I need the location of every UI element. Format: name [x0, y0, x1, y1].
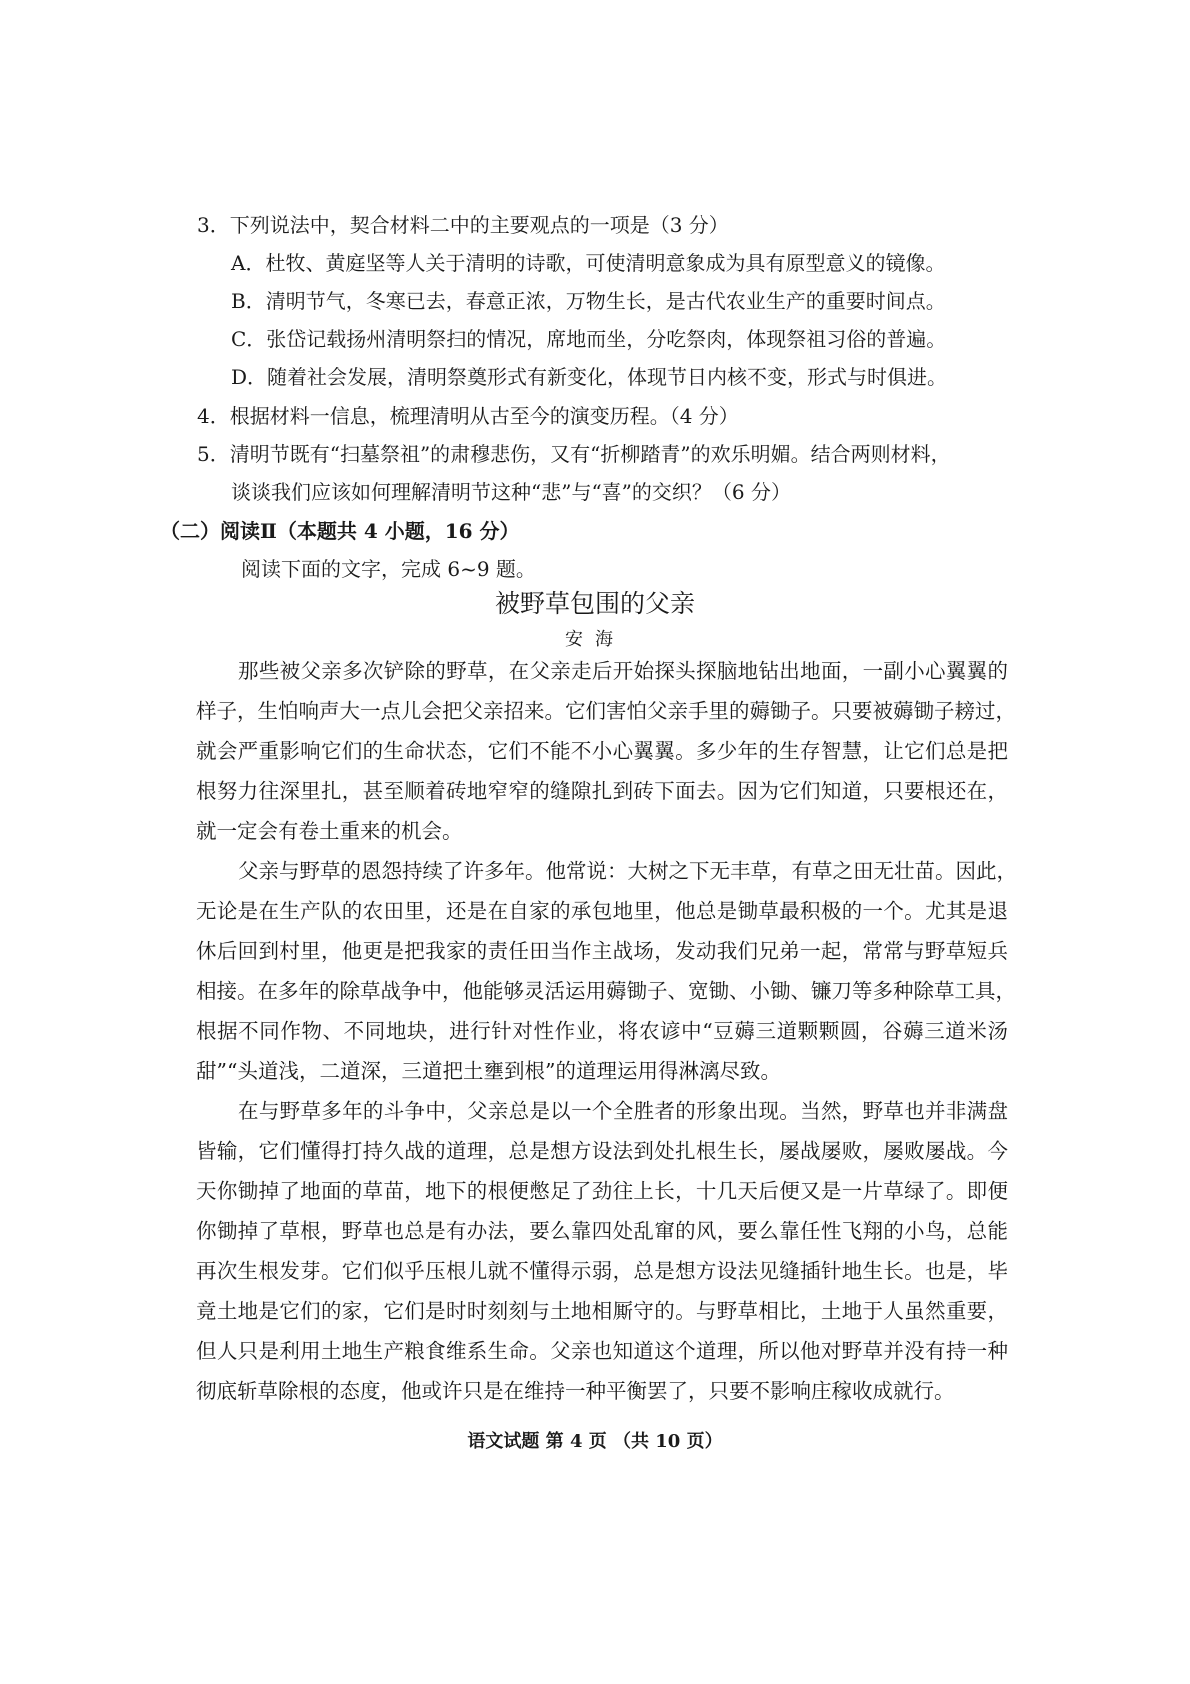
- paragraph-3-line-5: 再次生根发芽。它们似乎压根儿就不懂得示弱，总是想方设法见缝插针地生长。也是，毕: [196, 1259, 1008, 1283]
- paragraph-3-line-2: 皆输，它们懂得打持久战的道理，总是想方设法到处扎根生长，屡战屡败，屡败屡战。今: [196, 1139, 1008, 1163]
- paragraph-1-line-5: 就一定会有卷土重来的机会。: [196, 819, 463, 843]
- question-5-stem: 5．清明节既有“扫墓祭祖”的肃穆悲伤，又有“折柳踏青”的欢乐明媚。结合两则材料，: [197, 442, 951, 466]
- article-author: 安海: [565, 629, 625, 650]
- paragraph-2-line-2: 无论是在生产队的农田里，还是在自家的承包地里，他总是锄草最积极的一个。尤其是退: [196, 899, 1008, 923]
- section-heading: （二）阅读Ⅱ（本题共 4 小题，16 分）: [160, 519, 520, 543]
- question-3-option-c: C．张岱记载扬州清明祭扫的情况，席地而坐，分吃祭肉，体现祭祖习俗的普遍。: [231, 327, 947, 351]
- article-title: 被野草包围的父亲: [494, 589, 695, 618]
- paragraph-2-line-4: 相接。在多年的除草战争中，他能够灵活运用薅锄子、宽锄、小锄、镰刀等多种除草工具，: [196, 979, 1016, 1003]
- question-3-option-b: B．清明节气，冬寒已去，春意正浓，万物生长，是古代农业生产的重要时间点。: [231, 289, 946, 313]
- paragraph-2-line-1: 父亲与野草的恩怨持续了许多年。他常说：大树之下无丰草，有草之田无壮苗。因此，: [238, 859, 1017, 883]
- paragraph-3-line-8: 彻底斩草除根的态度，他或许只是在维持一种平衡罢了，只要不影响庄稼收成就行。: [196, 1379, 955, 1403]
- question-3-option-a: A．杜牧、黄庭坚等人关于清明的诗歌，可使清明意象成为具有原型意义的镜像。: [231, 251, 946, 275]
- question-4-stem: 4．根据材料一信息，梳理清明从古至今的演变历程。（4 分）: [197, 404, 739, 428]
- paragraph-2-line-6: 甜”“头道浅，二道深，三道把土壅到根”的道理运用得淋漓尽致。: [196, 1059, 781, 1083]
- paragraph-2-line-5: 根据不同作物、不同地块，进行针对性作业，将农谚中“豆薅三道颗颗圆，谷薅三道米汤: [196, 1019, 1008, 1043]
- paragraph-1-line-4: 根努力往深里扎，甚至顺着砖地窄窄的缝隙扎到砖下面去。因为它们知道，只要根还在，: [196, 779, 1008, 803]
- paragraph-3-line-4: 你锄掉了草根，野草也总是有办法，要么靠四处乱窜的风，要么靠任性飞翔的小鸟，总能: [196, 1219, 1008, 1243]
- reading-instruction: 阅读下面的文字，完成 6~9 题。: [241, 557, 536, 581]
- question-3-option-d: D．随着社会发展，清明祭奠形式有新变化，体现节日内核不变，形式与时俱进。: [231, 365, 948, 389]
- paragraph-3-line-6: 竟土地是它们的家，它们是时时刻刻与土地相厮守的。与野草相比，土地于人虽然重要，: [196, 1299, 1008, 1323]
- paragraph-3-line-1: 在与野草多年的斗争中，父亲总是以一个全胜者的形象出现。当然，野草也并非满盘: [238, 1099, 1008, 1123]
- page-footer: 语文试题 第 4 页 （共 10 页）: [467, 1431, 723, 1452]
- paragraph-2-line-3: 休后回到村里，他更是把我家的责任田当作主战场，发动我们兄弟一起，常常与野草短兵: [196, 939, 1008, 963]
- paragraph-3-line-7: 但人只是利用土地生产粮食维系生命。父亲也知道这个道理，所以他对野草并没有持一种: [196, 1339, 1008, 1363]
- question-3-stem: 3．下列说法中，契合材料二中的主要观点的一项是（3 分）: [197, 213, 729, 237]
- paragraph-1-line-1: 那些被父亲多次铲除的野草，在父亲走后开始探头探脑地钻出地面，一副小心翼翼的: [238, 659, 1008, 683]
- paragraph-1-line-3: 就会严重影响它们的生命状态，它们不能不小心翼翼。多少年的生存智慧，让它们总是把: [196, 739, 1008, 763]
- paragraph-1-line-2: 样子，生怕响声大一点儿会把父亲招来。它们害怕父亲手里的薅锄子。只要被薅锄子耪过，: [196, 699, 1016, 723]
- question-5-continuation: 谈谈我们应该如何理解清明节这种“悲”与“喜”的交织？（6 分）: [231, 480, 791, 504]
- paragraph-3-line-3: 天你锄掉了地面的草苗，地下的根便憋足了劲往上长，十几天后便又是一片草绿了。即便: [196, 1179, 1008, 1203]
